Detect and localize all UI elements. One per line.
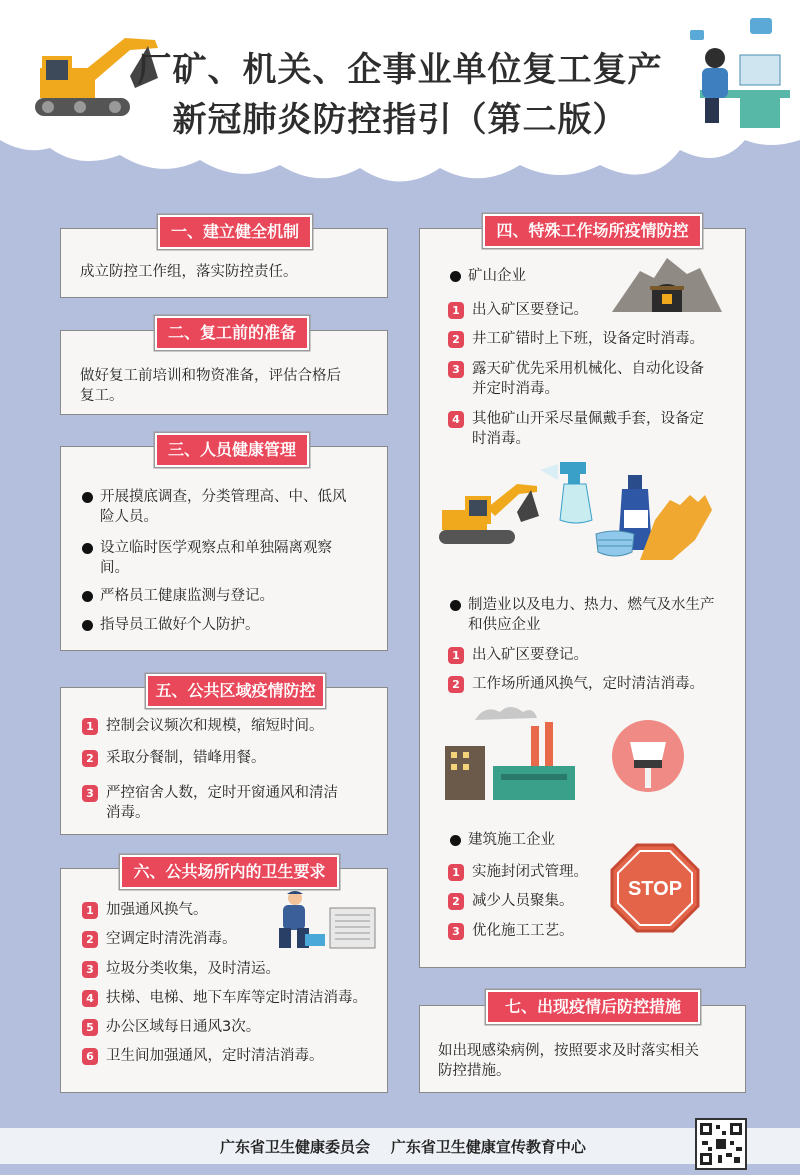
number-badge: 3 (82, 961, 98, 978)
number-badge: 3 (448, 923, 464, 940)
mask-icon (592, 528, 638, 560)
list-item: 办公区域每日通风3次。 (106, 1019, 261, 1035)
list-item: 严控宿舍人数，定时开窗通风和清洁 (106, 785, 338, 801)
section-7-text-1: 如出现感染病例，按照要求及时落实相关 (438, 1043, 699, 1059)
list-item-cont: 时消毒。 (472, 431, 530, 447)
number-badge: 6 (82, 1048, 98, 1065)
list-item: 其他矿山开采尽量佩戴手套，设备定 (472, 411, 704, 427)
number-badge: 2 (448, 676, 464, 693)
number-badge: 1 (82, 718, 98, 735)
list-item: 指导员工做好个人防护。 (82, 615, 382, 637)
number-badge: 4 (82, 990, 98, 1007)
section-header-2: 二、复工前的准备 (155, 316, 309, 350)
number-badge: 1 (82, 902, 98, 919)
number-badge: 1 (448, 647, 464, 664)
number-badge: 2 (82, 750, 98, 767)
list-item: 出入矿区要登记。 (472, 647, 588, 663)
subsection-mining: 矿山企业 (450, 266, 650, 288)
worker-cleaning-ac-icon (265, 888, 380, 953)
section-2-text-1: 做好复工前培训和物资准备，评估合格后 (80, 368, 341, 384)
list-item: 工作场所通风换气，定时清洁消毒。 (472, 676, 704, 692)
number-badge: 1 (448, 302, 464, 319)
number-badge: 3 (82, 785, 98, 802)
mine-icon (612, 256, 722, 314)
number-badge: 2 (448, 893, 464, 910)
number-badge: 3 (448, 361, 464, 378)
number-badge: 5 (82, 1019, 98, 1036)
number-badge: 4 (448, 411, 464, 428)
list-item: 实施封闭式管理。 (472, 864, 588, 880)
list-item: 出入矿区要登记。 (472, 302, 588, 318)
list-item: 垃圾分类收集，及时清运。 (106, 961, 280, 977)
list-item-cont: 间。 (100, 560, 129, 576)
stop-sign-label: STOP (627, 878, 683, 900)
section-header-5: 五、公共区域疫情防控 (146, 674, 325, 708)
list-item: 优化施工工艺。 (472, 923, 574, 939)
section-header-1: 一、建立健全机制 (158, 215, 312, 249)
list-item: 采取分餐制，错峰用餐。 (106, 750, 266, 766)
section-header-3: 三、人员健康管理 (155, 433, 309, 467)
list-item: 减少人员聚集。 (472, 893, 574, 909)
list-item: 扶梯、电梯、地下车库等定时清洁消毒。 (106, 990, 367, 1006)
section-1-text: 成立防控工作组，落实防控责任。 (80, 264, 298, 280)
list-item: 严格员工健康监测与登记。 (82, 586, 382, 608)
factory-icon (445, 700, 575, 800)
list-item-cont: 并定时消毒。 (472, 381, 559, 397)
list-item: 控制会议频次和规模，缩短时间。 (106, 718, 324, 734)
page-title-line2: 新冠肺炎防控指引（第二版） (172, 100, 628, 140)
list-item: 开展摸底调查，分类管理高、中、低风 (82, 487, 382, 529)
list-item: 卫生间加强通风，定时清洁消毒。 (106, 1048, 324, 1064)
excavator-icon (437, 478, 547, 548)
section-header-4: 四、特殊工作场所疫情防控 (483, 214, 702, 248)
page-title-line1: 厂矿、机关、企事业单位复工复产 (137, 50, 663, 90)
section-7-text-2: 防控措施。 (438, 1063, 511, 1079)
section-header-7: 七、出现疫情后防控措施 (486, 990, 700, 1024)
subsection-manufacturing: 制造业以及电力、热力、燃气及水生产 (450, 595, 740, 617)
list-item: 设立临时医学观察点和单独隔离观察 (82, 538, 382, 580)
list-item-cont: 险人员。 (100, 509, 158, 525)
list-item: 空调定时清洗消毒。 (106, 931, 237, 947)
subsection-manufacturing-cont: 和供应企业 (468, 617, 541, 633)
list-item: 井工矿错时上下班，设备定时消毒。 (472, 331, 704, 347)
list-item: 加强通风换气。 (106, 902, 208, 918)
section-2-text-2: 复工。 (80, 388, 124, 404)
footer-org: 广东省卫生健康委员会 广东省卫生健康宣传教育中心 (220, 1138, 586, 1156)
list-item: 露天矿优先采用机械化、自动化设备 (472, 361, 704, 377)
subsection-construction: 建筑施工企业 (450, 830, 650, 852)
cleaning-brush-icon (610, 718, 686, 794)
number-badge: 2 (448, 331, 464, 348)
qr-code-icon (695, 1118, 747, 1170)
number-badge: 2 (82, 931, 98, 948)
stop-sign-icon (610, 843, 700, 933)
number-badge: 1 (448, 864, 464, 881)
list-item-cont: 消毒。 (106, 805, 150, 821)
section-header-6: 六、公共场所内的卫生要求 (120, 855, 339, 889)
